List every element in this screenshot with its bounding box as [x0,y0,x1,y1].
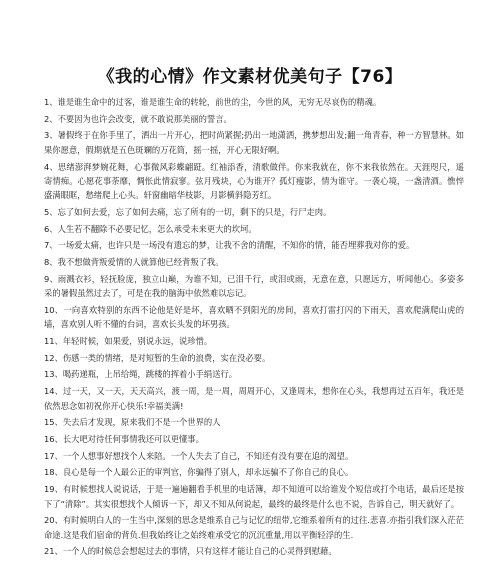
list-item: 11、年轻时候，如果爱，别说永远，说珍惜。 [44,336,213,347]
list-item: 8、我不想做背叛爱情的人就算他已经背叛了我。 [44,257,224,268]
list-item: 10、一向喜欢特别的东西不论他是好是坏，喜欢晒不到阳光的房间，喜欢打雷打闪的下雨天，喜欢爬满爬山虎的墙，喜欢别人听不懂的台词，喜欢长头发的坏男孩。 [44,304,464,330]
list-item: 7、一场爱太痛，也许只是一场没有遗忘的梦，让我不舍的清醒，不知你的情，能否埋葬我对你的爱。 [44,240,415,251]
list-item: 15、失去后才发现，原来我们不是一个世界的人 [44,417,221,428]
sentence-list [44,95,464,559]
list-item: 16、长大吧对待任何事情我还可以更懂事。 [44,433,204,444]
list-item: 6、人生若不翻除不必要记忆，怎么承受未来更大的坎坷。 [44,223,257,234]
list-item: 2、不要因为也许会改变，就不敢说那美丽的誓言。 [44,113,232,124]
list-item: 4、思绪澎湃梦婉花舞，心事微风彩蝶翩跹。红袖添香，清歌做伴。你来我就在，你不来我依然在。天涯咫尺，遥寄情痴。心愿花事荼靡，惆怅此情寂寥。弦月残块，心为谁开？孤灯瘦影，情为谁守。一袭心境，一盏清酒。憔悴盛满眼眶，愁绪爬上心头。轩窗幽暗华枝影，月影横斜隐芳红。 [44,161,464,201]
list-item: 1、谁是谁生命中的过客，谁是谁生命的转轮，前世的尘，今世的风，无穷无尽哀伤的精魂。 [44,97,382,107]
list-item: 20、有时候明白人的一生当中,深刻的思念是维系自己与记忆的纽带,它维系着所有的过往.悲喜.亦指引我们深入茫茫命途.这是我们宿命的背负.但我始终让之始终难承受它的沉沉重量,用以平衡轻浮的生. [44,515,464,540]
list-item: 17、一个人想事好想找个人来陪。一个人失去了自己，不知还有没有要在追的渴望。 [44,450,354,461]
document-title: 《我的心情》作文素材优美句子【76】 [97,67,403,87]
list-item: 18、良心是每一个人最公正的审判官，你骗得了别人，却永远骗不了你自己的良心。 [44,467,354,478]
list-item: 5、忘了如何去爱，忘了如何去痛，忘了所有的一切，剩下的只是，行尸走肉。 [44,207,332,218]
list-item: 21、一个人的时候总会想起过去的事情，只有这样才能让自己的心灵得到慰藉。 [44,546,337,557]
list-item: 12、伤感一类的情绪，是对短暂的生命的浪费，实在没必要。 [44,352,271,363]
list-item: 9、雨溅衣衫，轻抚脸庞，独立山巅，为谁不知，已泪千行，或泪或雨，无意在意，只愿远方，听闻他心。多姿多采的暑假虽然过去了，可是在我的脑海中依然难以忘记。 [44,273,464,299]
list-item: 3、暑假终于在你手里了，洒出一片开心，把时尚紧握;扔出一地潇洒，携梦想出发;翻一角青春，种一方智慧林。如果你愿意，假期就是五色斑斓的万花筒，摇一摇，开心无限好啊。 [44,130,464,155]
list-item: 19、有时候想找人说说话，于是一遍遍翻看手机里的电话簿，却不知道可以给谁发个短信或打个电话，最后还是按下了“清除”。其实很想找个人倾诉一下，却又不知从何说起，最终的最终是什么也不说，告诉自己，明天就好了。 [44,484,464,509]
list-item: 13、喝药递瓶，上吊给绳，跳楼的挥着小手绢送行。 [44,369,238,380]
list-item: 14、过一天，又一天，天天高兴，渡一周，是一周，周周开心，又逢周末，想你在心头，我想再过五百年，我还是依然思念如初祝你开心快乐!幸福美满! [44,386,464,411]
